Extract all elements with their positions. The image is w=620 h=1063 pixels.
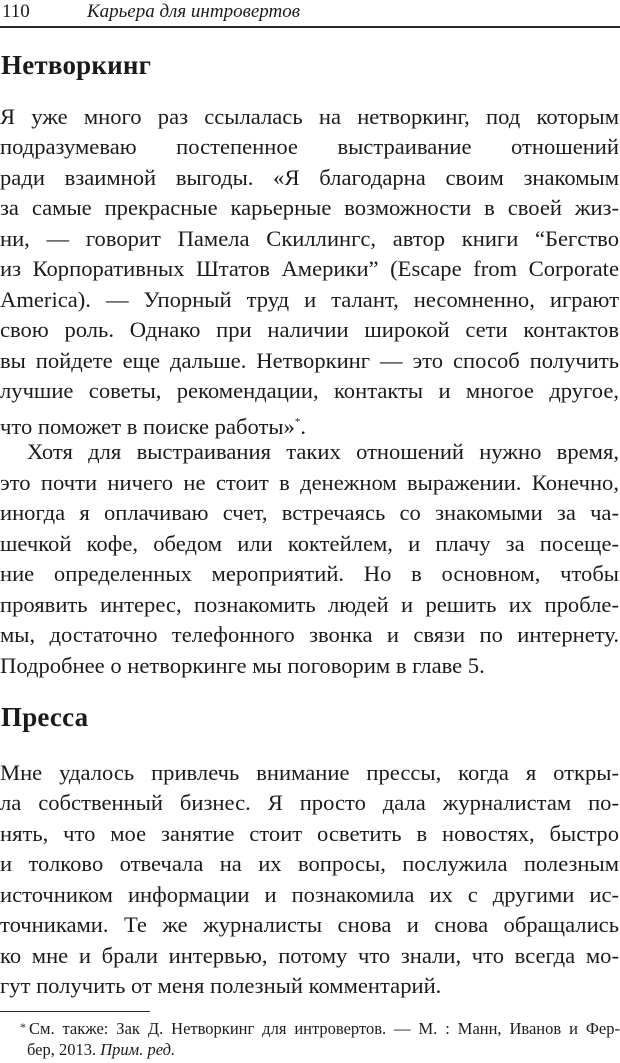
section-heading-networking: Нетворкинг: [1, 50, 152, 80]
text-line: Мне удалось привлечь внимание прессы, когда я откры-: [0, 760, 619, 785]
text-line: Хотя для выстраивания таких отношений нужно время,: [27, 439, 619, 464]
text-line: ни, — говорит Памела Скиллингс, автор книги “Бегство: [0, 226, 619, 251]
text-line: и толково отвечала на их вопросы, послужила полезным: [0, 851, 619, 876]
page-number: 110: [2, 1, 30, 22]
text-line: шечкой кофе, обедом или коктейлем, и плачу за посеще-: [0, 531, 619, 556]
text-line: гут получить от меня полезный комментарий.: [0, 973, 442, 998]
book-title: Карьера для интровертов: [87, 1, 300, 22]
text-line: ла собственный бизнес. Я просто дала журналистам по-: [0, 790, 619, 815]
editor-note: Прим. ред.: [100, 1040, 176, 1059]
footnote-marker[interactable]: *: [294, 416, 301, 428]
text-line: точниками. Те же журналисты снова и снова обращались: [0, 912, 619, 937]
footnote-marker: *: [20, 1020, 26, 1034]
text-line: нять, что мое занятие стоит осветить в новостях, быстро: [0, 821, 619, 846]
footnote-text: бер, 2013.: [27, 1040, 101, 1059]
text-line: лучшие советы, рекомендации, контакты и многое другое,: [0, 378, 619, 403]
text-line: за самые прекрасные карьерные возможности в своей жиз-: [0, 195, 619, 220]
footnote-line: [20, 1017, 620, 1038]
text-line: это почти ничего не стоит в денежном выражении. Конечно,: [0, 470, 619, 495]
text-line: ние определенных мероприятий. Но в основном, чтобы: [0, 561, 619, 586]
text-line: подразумеваю постепенное выстраивание отношений: [0, 134, 619, 159]
line-punct: .: [300, 414, 306, 439]
header-rule: [0, 26, 620, 28]
line-text: что поможет в поиске работы»: [0, 414, 295, 439]
text-line: источником информации и познакомила их с другими ис-: [0, 882, 619, 907]
text-line: иногда я оплачиваю счет, встречаясь со знакомыми за ча-: [0, 500, 619, 525]
text-line: мы, достаточно телефонного звонка и связи по интернету.: [0, 622, 619, 647]
text-line: ко мне и брали интервью, потому что знали, что всегда мо-: [0, 943, 619, 968]
text-line: из Корпоративных Штатов Америки” (Escape from Corporate: [0, 256, 619, 281]
text-line: ради взаимной выгоды. «Я благодарна своим знакомым: [0, 165, 619, 190]
text-line: Я уже много раз ссылалась на нетворкинг, под которым: [0, 104, 619, 129]
footnote-line: [27, 1039, 175, 1060]
running-head: [0, 0, 620, 26]
text-line: проявить интерес, познакомить людей и решить их пробле-: [0, 592, 619, 617]
footnote-rule: [0, 1011, 150, 1012]
section-heading-press: Пресса: [1, 702, 89, 732]
text-line: Подробнее о нетворкинге мы поговорим в главе 5.: [0, 653, 485, 678]
text-line: свою роль. Однако при наличии широкой сети контактов: [0, 317, 619, 342]
text-line: America). — Упорный труд и талант, несомненно, играют: [0, 287, 619, 312]
text-line: вы пойдете еще дальше. Нетворкинг — это способ получить: [0, 348, 619, 373]
footnote-text: См. также: Зак Д. Нетворкинг для интровертов. — М. : Манн, Иванов и Фер-: [29, 1019, 620, 1038]
